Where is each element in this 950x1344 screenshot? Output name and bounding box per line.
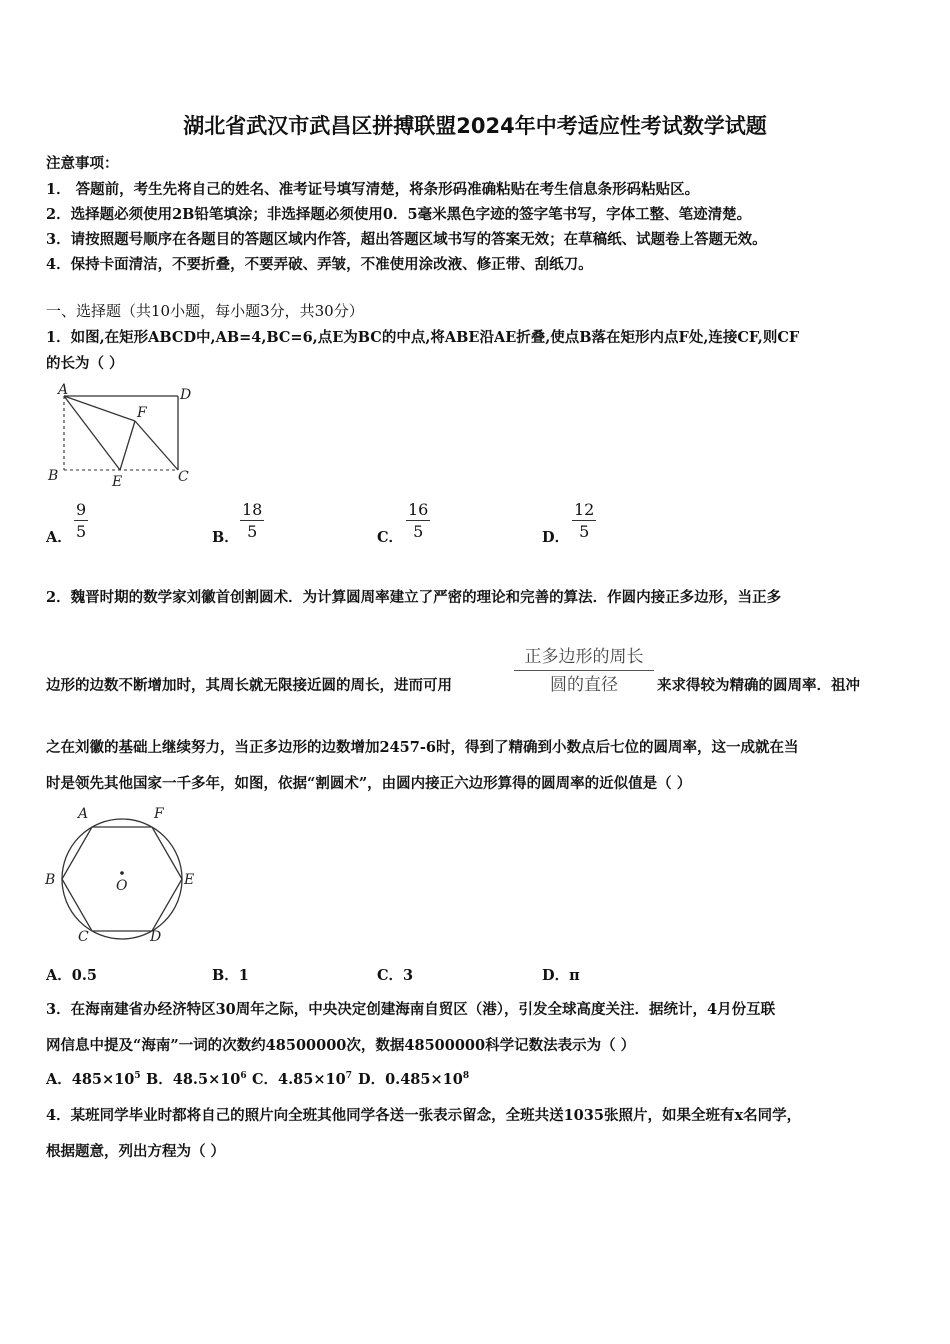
q2-option-a[interactable]: A．0.5 — [46, 967, 97, 984]
q1-option-a-label[interactable]: A． — [46, 529, 72, 546]
q1-option-c-fraction[interactable]: $\frac{16}{5}$ — [408, 500, 429, 541]
q2-pi-fraction: 正多边形的周长 圆的直径 — [514, 644, 654, 699]
q1-text: 1．如图,在矩形ABCD中,AB=4,BC=6,点E为BC的中点,将ABE沿AE折叠,使点B落在矩形内点F处,连接CF,则CF — [46, 329, 800, 346]
notice-item: 2．选择题必须使用2B铅笔填涂；非选择题必须使用0．5毫米黑色字迹的签字笔书写，字体工整、笔迹清楚。 — [46, 206, 752, 223]
label-b: B — [45, 872, 56, 888]
q2-hexagon-figure — [42, 802, 202, 950]
q3-text: 3．在海南建省办经济特区30周年之际，中央决定创建海南自贸区（港），引发全球高度关注．据统计，4月份互联 — [46, 1001, 776, 1018]
q2-text: 边形的边数不断增加时，其周长就无限接近圆的周长，进而可用 — [46, 677, 452, 694]
q4-text: 4．某班同学毕业时都将自己的照片向全班其他同学各送一张表示留念，全班共送1035张照片，如果全班有x名同学， — [46, 1107, 802, 1124]
q1-rectangle-figure — [44, 380, 204, 492]
label-c: C — [178, 469, 189, 485]
q1-option-d-fraction[interactable]: $\frac{12}{5}$ — [574, 500, 595, 541]
label-e: E — [184, 872, 195, 888]
notice-item: 4．保持卡面清洁，不要折叠，不要弄破、弄皱，不准使用涂改液、修正带、刮纸刀。 — [46, 256, 593, 273]
q1-option-b-label[interactable]: B． — [212, 529, 239, 546]
notice-item: 1． 答题前，考生先将自己的姓名、准考证号填写清楚，将条形码准确粘贴在考生信息条形码粘贴区。 — [46, 181, 700, 198]
label-f: F — [137, 405, 147, 421]
page-title: 湖北省武汉市武昌区拼搏联盟2024年中考适应性考试数学试题 — [183, 114, 767, 138]
q1-text: 的长为（ ） — [46, 355, 124, 372]
q3-text: 网信息中提及“海南”一词的次数约48500000次，数据48500000科学记数法表示为（ ） — [46, 1037, 636, 1054]
q2-option-b[interactable]: B．1 — [212, 967, 249, 984]
section-heading: 一、选择题（共10小题，每小题3分，共30分） — [46, 302, 364, 320]
label-f: F — [154, 806, 164, 822]
notice-item: 3．请按照题号顺序在各题目的答题区域内作答，超出答题区域书写的答案无效；在草稿纸、试题卷上答题无效。 — [46, 231, 767, 248]
q3-option-c[interactable]: C．$4.85\times 10^7$ — [252, 1071, 352, 1088]
label-c: C — [78, 929, 89, 945]
q2-text: 时是领先其他国家一千多年，如图，依据“割圆术”，由圆内接正六边形算得的圆周率的近似值是（ ） — [46, 775, 692, 792]
q2-option-d[interactable]: D．π — [542, 967, 580, 984]
q4-text: 根据题意，列出方程为（ ） — [46, 1143, 226, 1160]
label-d: D — [150, 929, 162, 945]
notice-heading: 注意事项： — [46, 155, 119, 172]
q3-option-d[interactable]: D．$0.485\times 10^8$ — [358, 1071, 470, 1088]
q1-option-c-label[interactable]: C． — [377, 529, 404, 546]
q2-option-c[interactable]: C．3 — [377, 967, 414, 984]
label-a: A — [58, 382, 69, 398]
q2-text: 2．魏晋时期的数学家刘徽首创割圆术．为计算圆周率建立了严密的理论和完善的算法．作圆内接正多边形，当正多 — [46, 589, 782, 606]
label-o: O — [116, 878, 128, 894]
q2-text: 来求得较为精确的圆周率．祖冲 — [657, 677, 860, 694]
label-d: D — [180, 387, 192, 403]
q1-option-d-label[interactable]: D． — [542, 529, 570, 546]
label-e: E — [112, 474, 123, 490]
q3-option-a[interactable]: A．$485\times 10^5$ — [46, 1071, 141, 1088]
q3-option-b[interactable]: B．$48.5\times 10^6$ — [146, 1071, 247, 1088]
q1-option-a-fraction[interactable]: $\frac{9}{5}$ — [76, 500, 87, 541]
q2-text: 之在刘徽的基础上继续努力，当正多边形的边数增加2457-6时，得到了精确到小数点后七位的圆周率，这一成就在当 — [46, 739, 799, 756]
label-a: A — [78, 806, 89, 822]
label-b: B — [48, 468, 59, 484]
q1-option-b-fraction[interactable]: $\frac{18}{5}$ — [242, 500, 263, 541]
